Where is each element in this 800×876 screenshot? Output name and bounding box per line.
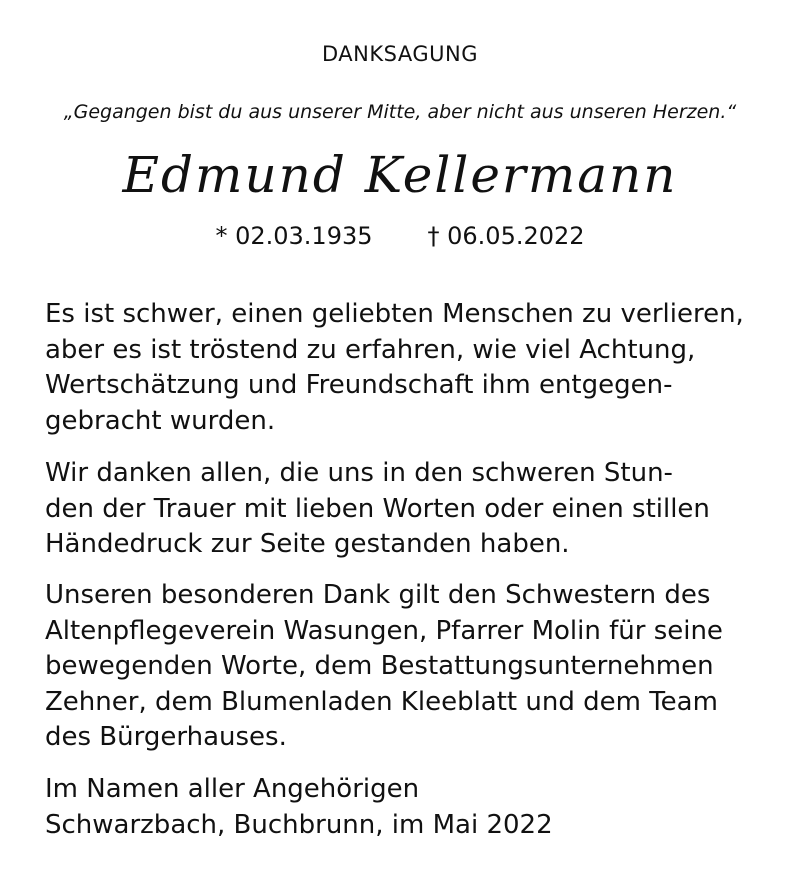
death-date: † 06.05.2022 [427,222,585,250]
paragraph-special-thanks: Unseren besonderen Dank gilt den Schwestern des Altenpflegeverein Wasungen, Pfarrer Molin für seine bewegenden Worte, dem Bestattungsunternehmen Zehner, dem Blumenladen Kleeblatt und dem Team des Bürgerhauses. [45,580,723,752]
paragraph-thanks: Wir danken allen, die uns in den schweren Stun- den der Trauer mit lieben Worten oder einen stillen Händedruck zur Seite gestanden haben. [45,458,710,559]
paragraph-loss: Es ist schwer, einen geliebten Menschen zu verlieren, aber es ist tröstend zu erfahren, wie viel Achtung, Wertschätzung und Freundschaft ihm entgegen- gebracht wurden. [45,299,744,436]
deceased-name: Edmund Kellermann [122,146,678,204]
signature-block: Im Namen aller Angehörigen Schwarzbach, Buchbrunn, im Mai 2022 [45,774,553,840]
notice-heading: DANKSAGUNG [322,42,478,66]
memorial-quote: „Gegangen bist du aus unserer Mitte, aber nicht aus unseren Herzen.“ [63,101,737,123]
life-dates [0,222,800,250]
birth-date: * 02.03.1935 [215,222,373,250]
